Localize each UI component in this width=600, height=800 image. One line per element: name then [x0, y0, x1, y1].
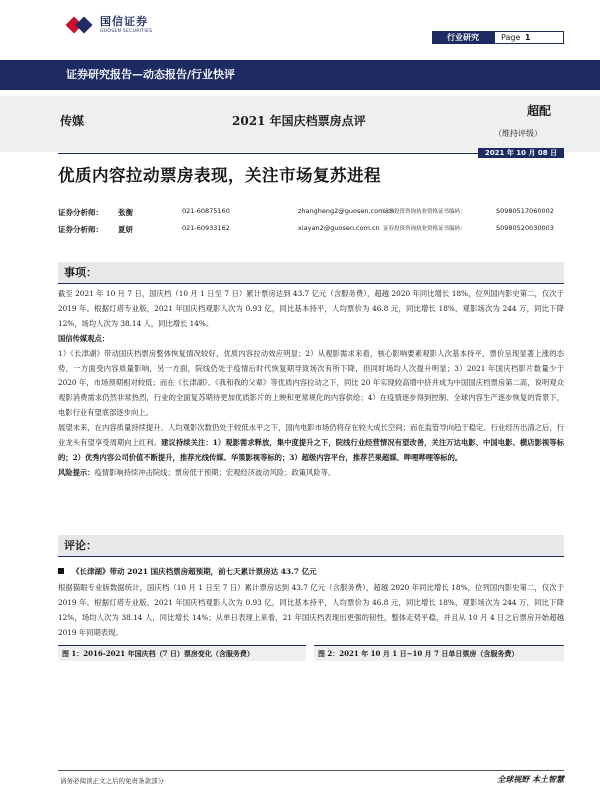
report-title: 2021 年国庆档票房点评 — [232, 114, 366, 128]
event-section-title: 事项： — [64, 266, 97, 279]
section-divider — [58, 283, 564, 284]
view-title: 国信传媒观点： — [58, 333, 110, 343]
comment-section-title: 评论： — [64, 539, 97, 552]
analyst-cert-label: 证券投资咨询执业资格证书编码： — [383, 209, 466, 215]
analyst-email[interactable]: xiayan2@guosen.com.cn — [298, 224, 380, 232]
footer-disclaimer: 请务必阅读正文之后的免责条款部分 — [60, 777, 164, 785]
footer-slogan: 全球视野 本土智慧 — [497, 774, 564, 784]
comment-paragraph: 根据猫眼专业版数据统计，国庆档（10 月 1 日至 7 日）累计票房达到 43.7 亿元（含服务费），超越 2020 年同比增长 18%，位列国内影史第二，仅次于 2019 年。根据灯塔专业版，2021 年国庆档观影人次为 0.93 亿，同比基本持平，人均票价为 46.8 元，同比增长 18%，观影场次为 244 万，同比下降 12%，场均人次为 38.14 人，同比增长 14%；从单日表现上来看，21 年国庆档表现出更强的韧性，整体走势平稳，并且从 10 月 4 日之后票房开始超越 2019 年同期表现。 — [58, 583, 564, 637]
report-category-tag: 行业研究 — [432, 31, 494, 44]
risk-label: 风险提示： — [58, 467, 95, 477]
rating: 超配 — [527, 104, 552, 118]
analyst-phone: 021-60933162 — [182, 224, 230, 232]
comment-bullet-text: 《长津湖》带动 2021 国庆档票房超预期，前七天累计票房达 43.7 亿元 — [72, 567, 317, 576]
outlook-paragraph — [58, 421, 564, 466]
analyst-list — [58, 207, 568, 241]
view-paragraph: 1）《长津湖》带动国庆档票房整体恢复情况较好，优质内容拉动效应明显；2）从观影需求来看，核心影响要素观影人次基本持平，票价呈现显著上涨的态势，一方面受内容质量影响，另一方面，院线仍处于疫情后时代恢复期导致场次有所下降，但同时场均人次提升明显；3）2021 年国庆档影片数量少于 2020 年，市场预期相对较低；而在《长津湖》、《我和我的父辈》等优质内容拉动之下，同比 20 年实现较高增中挤并成为中国国庆档票房第二高，说明观众观影消费需求仍然非常热烈，行业的全面复苏期待更加优质影片的上映和更常规化的内容供给；4）在疫情逐步得到控制、全球内容生产逐步恢复的背景下，电影行业有望底部逐步向上。 — [58, 348, 564, 418]
logo-diamond-icon — [68, 15, 94, 33]
bullet-square-icon — [58, 568, 64, 574]
figure-1-caption: 图 1：2016-2021 年国庆档（7 日）票房变化（含服务费） — [58, 645, 306, 661]
risk-paragraph — [58, 466, 564, 481]
report-date: 2021 年 10 月 08 日 — [478, 148, 564, 158]
analyst-email[interactable]: zhangheng2@guosen.com.cn — [298, 207, 395, 215]
top-bar — [0, 0, 600, 46]
page-indicator — [494, 31, 564, 44]
event-section-heading — [58, 262, 564, 284]
outlook-text: 展望未来，在内容质量持续提升、人均观影次数仍处于较低水平之下，国内电影市场仍将存在较大成长空间；而在监管导向趋于稳定、行业经历出清之后，行业龙头有望享受周期向上红利。 — [58, 423, 564, 448]
report-type-banner: 证券研究报告—动态报告/行业快评 — [0, 60, 600, 90]
analyst-cert-label: 证券投资咨询执业资格证书编码： — [383, 226, 466, 232]
comment-bullet — [58, 566, 317, 577]
company-logo — [68, 13, 152, 34]
analyst-name: 张衡 — [118, 208, 133, 217]
date-bar — [0, 148, 600, 158]
risk-text: 疫情影响持续冲击院线；票房低于预期；宏观经济波动风险；政策风险等。 — [94, 467, 336, 477]
analyst-cert-number: S0980520030003 — [496, 224, 554, 232]
footer-divider — [58, 770, 564, 771]
sector-label: 传媒 — [60, 114, 85, 128]
figure-2-caption: 图 2：2021 年 10 月 1 日~10 月 7 日单日票房（含服务费） — [314, 645, 564, 661]
logo-name: 国信证券 — [100, 15, 148, 28]
analyst-cert-number: S0980517060002 — [496, 207, 554, 215]
analyst-name: 夏妍 — [118, 225, 133, 234]
comment-body — [58, 581, 564, 641]
analyst-row — [58, 207, 568, 224]
comment-section-heading — [58, 535, 564, 557]
rating-note: （维持评级） — [494, 129, 542, 138]
event-paragraph: 截至 2021 年 10 月 7 日，国庆档（10 月 1 日至 7 日）累计票房达到 43.7 亿元（含服务费），超越 2020 年同比增长 18%，位列国内影史第二，仅次于 2019 年。根据灯塔专业版，2021 年国庆档观影人次为 0.93 亿，同比基本持平，人均票价为 46.8 元，同比增长 18%，观影场次为 244 万，同比下降 12%，场均人次为 38.14 人，同比增长 14%。 — [58, 289, 564, 328]
logo-english-name: GUOSEN SECURITIES — [100, 29, 153, 34]
recommendation-text: 建议持续关注：1）观影需求释放，集中度提升之下，院线行业经营情况有望改善，关注万达电影、中国电影、横店影视等标的；2）优秀内容公司价值不断提升，推荐光线传媒、华策影视等标的；3）超级内容平台，推荐芒果超媒、哔哩哔哩等标的。 — [58, 438, 565, 462]
analyst-role: 证券分析师： — [58, 225, 103, 234]
report-header-row — [0, 96, 600, 152]
headline: 优质内容拉动票房表现，关注市场复苏进程 — [58, 166, 381, 185]
analyst-role: 证券分析师： — [58, 208, 103, 217]
section-divider — [58, 556, 564, 557]
analyst-phone: 021-60875160 — [182, 207, 230, 215]
analyst-row — [58, 224, 568, 241]
page-number: 1 — [524, 33, 531, 42]
event-body — [58, 287, 564, 481]
figure-captions — [58, 645, 564, 661]
page-label: Page — [501, 33, 521, 42]
